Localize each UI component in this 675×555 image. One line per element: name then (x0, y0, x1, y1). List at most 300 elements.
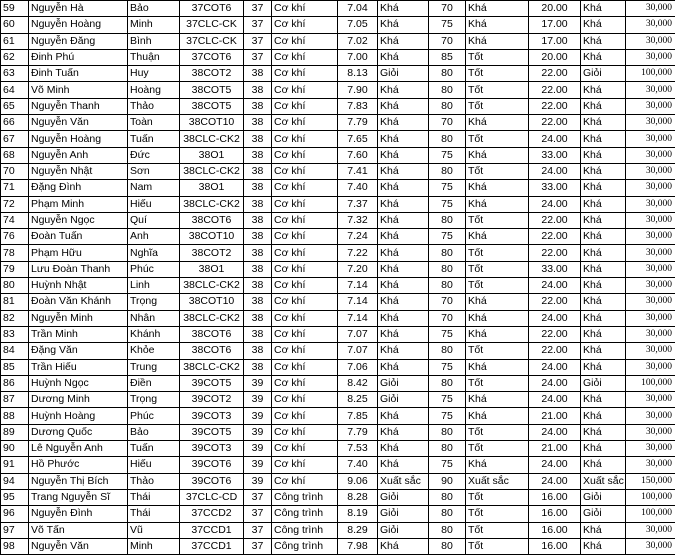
amount-cell: 30,000 (626, 17, 675, 33)
cohort-cell: 37 (244, 17, 272, 33)
faculty-cell: Cơ khí (272, 196, 338, 212)
credits-cell: 22.00 (529, 82, 581, 98)
credits-cell: 24.00 (529, 310, 581, 326)
academic-rank-cell: Khá (378, 82, 429, 98)
conduct-rank-cell: Tốt (466, 278, 529, 294)
gpa-cell: 7.60 (338, 147, 378, 163)
conduct-score-cell: 75 (429, 180, 466, 196)
surname-cell: Nguyễn Văn (29, 115, 128, 131)
class-cell: 37CCD1 (180, 522, 244, 538)
faculty-cell: Cơ khí (272, 82, 338, 98)
faculty-cell: Cơ khí (272, 326, 338, 342)
cohort-cell: 38 (244, 196, 272, 212)
table-row (1, 66, 675, 82)
row-number: 61 (1, 33, 29, 49)
gpa-cell: 7.83 (338, 98, 378, 114)
credits-cell: 24.00 (529, 163, 581, 179)
given-name-cell: Phúc (128, 408, 180, 424)
row-number: 87 (1, 392, 29, 408)
cohort-cell: 38 (244, 229, 272, 245)
surname-cell: Dương Quốc (29, 424, 128, 440)
gpa-cell: 7.02 (338, 33, 378, 49)
surname-cell: Võ Tấn (29, 522, 128, 538)
conduct-score-cell: 75 (429, 392, 466, 408)
conduct-rank-cell: Khá (466, 294, 529, 310)
academic-rank-cell: Khá (378, 1, 429, 17)
conduct-rank-cell: Khá (466, 115, 529, 131)
conduct-score-cell: 80 (429, 278, 466, 294)
given-name-cell: Quí (128, 212, 180, 228)
credits-cell: 33.00 (529, 147, 581, 163)
overall-rank-cell: Khá (581, 261, 626, 277)
conduct-score-cell: 80 (429, 375, 466, 391)
row-number: 90 (1, 441, 29, 457)
conduct-score-cell: 85 (429, 49, 466, 65)
row-number: 63 (1, 66, 29, 82)
academic-rank-cell: Khá (378, 310, 429, 326)
credits-cell: 21.00 (529, 441, 581, 457)
faculty-cell: Cơ khí (272, 180, 338, 196)
conduct-score-cell: 80 (429, 538, 466, 554)
amount-cell: 30,000 (626, 115, 675, 131)
amount-cell: 30,000 (626, 392, 675, 408)
surname-cell: Huỳnh Hoàng (29, 408, 128, 424)
academic-rank-cell: Khá (378, 326, 429, 342)
conduct-rank-cell: Khá (466, 326, 529, 342)
class-cell: 38COT2 (180, 66, 244, 82)
surname-cell: Trang Nguyễn Sĩ (29, 489, 128, 505)
surname-cell: Huỳnh Nhật (29, 278, 128, 294)
amount-cell: 30,000 (626, 131, 675, 147)
cohort-cell: 38 (244, 326, 272, 342)
gpa-cell: 7.20 (338, 261, 378, 277)
given-name-cell: Đức (128, 147, 180, 163)
conduct-score-cell: 80 (429, 66, 466, 82)
surname-cell: Đoàn Tuấn (29, 229, 128, 245)
gpa-cell: 7.85 (338, 408, 378, 424)
overall-rank-cell: Khá (581, 441, 626, 457)
row-number: 72 (1, 196, 29, 212)
given-name-cell: Nhân (128, 310, 180, 326)
gpa-cell: 7.41 (338, 163, 378, 179)
academic-rank-cell: Khá (378, 229, 429, 245)
credits-cell: 22.00 (529, 98, 581, 114)
gpa-cell: 7.40 (338, 457, 378, 473)
faculty-cell: Cơ khí (272, 115, 338, 131)
overall-rank-cell: Giỏi (581, 66, 626, 82)
given-name-cell: Bảo (128, 1, 180, 17)
given-name-cell: Anh (128, 229, 180, 245)
surname-cell: Dương Minh (29, 392, 128, 408)
table-row (1, 49, 675, 65)
conduct-rank-cell: Khá (466, 196, 529, 212)
cohort-cell: 38 (244, 261, 272, 277)
conduct-rank-cell: Khá (466, 180, 529, 196)
surname-cell: Trần Minh (29, 326, 128, 342)
cohort-cell: 38 (244, 131, 272, 147)
credits-cell: 17.00 (529, 17, 581, 33)
given-name-cell: Thái (128, 506, 180, 522)
credits-cell: 22.00 (529, 294, 581, 310)
overall-rank-cell: Khá (581, 49, 626, 65)
given-name-cell: Thảo (128, 98, 180, 114)
row-number: 94 (1, 473, 29, 489)
faculty-cell: Cơ khí (272, 441, 338, 457)
gpa-cell: 7.06 (338, 359, 378, 375)
given-name-cell: Minh (128, 538, 180, 554)
conduct-score-cell: 80 (429, 98, 466, 114)
class-cell: 39COT6 (180, 457, 244, 473)
gpa-cell: 7.90 (338, 82, 378, 98)
credits-cell: 24.00 (529, 392, 581, 408)
amount-cell: 30,000 (626, 538, 675, 554)
conduct-rank-cell: Khá (466, 359, 529, 375)
academic-rank-cell: Khá (378, 17, 429, 33)
table-row (1, 196, 675, 212)
gpa-cell: 8.25 (338, 392, 378, 408)
class-cell: 38O1 (180, 261, 244, 277)
cohort-cell: 39 (244, 408, 272, 424)
given-name-cell: Hoàng (128, 82, 180, 98)
conduct-score-cell: 80 (429, 522, 466, 538)
faculty-cell: Cơ khí (272, 66, 338, 82)
given-name-cell: Nghĩa (128, 245, 180, 261)
overall-rank-cell: Khá (581, 538, 626, 554)
given-name-cell: Vũ (128, 522, 180, 538)
class-cell: 37CCD2 (180, 506, 244, 522)
table-row (1, 392, 675, 408)
amount-cell: 30,000 (626, 163, 675, 179)
given-name-cell: Khỏe (128, 343, 180, 359)
class-cell: 38COT10 (180, 294, 244, 310)
cohort-cell: 37 (244, 522, 272, 538)
surname-cell: Nguyễn Thị Bích (29, 473, 128, 489)
surname-cell: Nguyễn Anh (29, 147, 128, 163)
row-number: 96 (1, 506, 29, 522)
given-name-cell: Trọng (128, 392, 180, 408)
faculty-cell: Cơ khí (272, 98, 338, 114)
amount-cell: 30,000 (626, 441, 675, 457)
amount-cell: 30,000 (626, 98, 675, 114)
gpa-cell: 9.06 (338, 473, 378, 489)
overall-rank-cell: Khá (581, 245, 626, 261)
class-cell: 38CLC-CK2 (180, 278, 244, 294)
row-number: 91 (1, 457, 29, 473)
overall-rank-cell: Khá (581, 147, 626, 163)
class-cell: 38CLC-CK2 (180, 310, 244, 326)
faculty-cell: Cơ khí (272, 131, 338, 147)
table-row (1, 163, 675, 179)
academic-rank-cell: Giỏi (378, 506, 429, 522)
class-cell: 37COT6 (180, 1, 244, 17)
conduct-score-cell: 75 (429, 457, 466, 473)
row-number: 74 (1, 212, 29, 228)
academic-rank-cell: Giỏi (378, 66, 429, 82)
gpa-cell: 7.22 (338, 245, 378, 261)
amount-cell: 30,000 (626, 245, 675, 261)
credits-cell: 16.00 (529, 506, 581, 522)
conduct-score-cell: 70 (429, 1, 466, 17)
conduct-rank-cell: Khá (466, 457, 529, 473)
row-number: 66 (1, 115, 29, 131)
overall-rank-cell: Khá (581, 212, 626, 228)
table-body (1, 1, 675, 555)
conduct-score-cell: 80 (429, 212, 466, 228)
overall-rank-cell: Khá (581, 408, 626, 424)
table-row (1, 294, 675, 310)
overall-rank-cell: Khá (581, 115, 626, 131)
surname-cell: Đinh Phú (29, 49, 128, 65)
gpa-cell: 8.28 (338, 489, 378, 505)
class-cell: 38COT6 (180, 343, 244, 359)
credits-cell: 22.00 (529, 245, 581, 261)
faculty-cell: Cơ khí (272, 49, 338, 65)
surname-cell: Đinh Tuấn (29, 66, 128, 82)
conduct-score-cell: 75 (429, 408, 466, 424)
credits-cell: 22.00 (529, 115, 581, 131)
class-cell: 38COT5 (180, 98, 244, 114)
conduct-rank-cell: Tốt (466, 522, 529, 538)
academic-rank-cell: Khá (378, 408, 429, 424)
row-number: 67 (1, 131, 29, 147)
table-row (1, 17, 675, 33)
given-name-cell: Linh (128, 278, 180, 294)
overall-rank-cell: Khá (581, 98, 626, 114)
given-name-cell: Hiếu (128, 196, 180, 212)
amount-cell: 30,000 (626, 49, 675, 65)
row-number: 80 (1, 278, 29, 294)
table-row (1, 506, 675, 522)
class-cell: 38COT2 (180, 245, 244, 261)
overall-rank-cell: Khá (581, 229, 626, 245)
surname-cell: Võ Minh (29, 82, 128, 98)
class-cell: 39COT3 (180, 408, 244, 424)
row-number: 70 (1, 163, 29, 179)
overall-rank-cell: Khá (581, 131, 626, 147)
conduct-score-cell: 70 (429, 115, 466, 131)
gpa-cell: 7.53 (338, 441, 378, 457)
credits-cell: 24.00 (529, 196, 581, 212)
gpa-cell: 7.65 (338, 131, 378, 147)
row-number: 59 (1, 1, 29, 17)
row-number: 78 (1, 245, 29, 261)
overall-rank-cell: Giỏi (581, 506, 626, 522)
gpa-cell: 8.29 (338, 522, 378, 538)
overall-rank-cell: Khá (581, 522, 626, 538)
given-name-cell: Sơn (128, 163, 180, 179)
cohort-cell: 38 (244, 115, 272, 131)
academic-rank-cell: Khá (378, 147, 429, 163)
row-number: 88 (1, 408, 29, 424)
cohort-cell: 39 (244, 473, 272, 489)
conduct-rank-cell: Tốt (466, 49, 529, 65)
cohort-cell: 38 (244, 294, 272, 310)
class-cell: 37CLC-CK (180, 17, 244, 33)
cohort-cell: 38 (244, 163, 272, 179)
amount-cell: 30,000 (626, 359, 675, 375)
surname-cell: Phạm Hữu (29, 245, 128, 261)
academic-rank-cell: Khá (378, 98, 429, 114)
academic-rank-cell: Khá (378, 359, 429, 375)
table-row (1, 457, 675, 473)
gpa-cell: 8.19 (338, 506, 378, 522)
amount-cell: 30,000 (626, 294, 675, 310)
academic-rank-cell: Khá (378, 441, 429, 457)
conduct-score-cell: 80 (429, 82, 466, 98)
conduct-rank-cell: Khá (466, 17, 529, 33)
given-name-cell: Tuấn (128, 441, 180, 457)
cohort-cell: 39 (244, 392, 272, 408)
faculty-cell: Cơ khí (272, 408, 338, 424)
credits-cell: 21.00 (529, 408, 581, 424)
surname-cell: Nguyễn Ngọc (29, 212, 128, 228)
class-cell: 39COT2 (180, 392, 244, 408)
table-row (1, 1, 675, 17)
conduct-rank-cell: Khá (466, 33, 529, 49)
table-row (1, 424, 675, 440)
faculty-cell: Cơ khí (272, 473, 338, 489)
row-number: 95 (1, 489, 29, 505)
academic-rank-cell: Khá (378, 294, 429, 310)
class-cell: 37COT6 (180, 49, 244, 65)
surname-cell: Đoàn Văn Khánh (29, 294, 128, 310)
credits-cell: 22.00 (529, 326, 581, 342)
class-cell: 38COT5 (180, 82, 244, 98)
faculty-cell: Cơ khí (272, 212, 338, 228)
academic-rank-cell: Khá (378, 163, 429, 179)
faculty-cell: Cơ khí (272, 375, 338, 391)
credits-cell: 24.00 (529, 131, 581, 147)
cohort-cell: 38 (244, 212, 272, 228)
faculty-cell: Cơ khí (272, 17, 338, 33)
class-cell: 38CLC-CK2 (180, 131, 244, 147)
conduct-score-cell: 75 (429, 17, 466, 33)
academic-rank-cell: Khá (378, 212, 429, 228)
given-name-cell: Minh (128, 17, 180, 33)
gpa-cell: 7.07 (338, 343, 378, 359)
row-number: 83 (1, 326, 29, 342)
amount-cell: 30,000 (626, 180, 675, 196)
class-cell: 37CLC-CK (180, 33, 244, 49)
faculty-cell: Cơ khí (272, 392, 338, 408)
surname-cell: Trần Hiếu (29, 359, 128, 375)
table-row (1, 33, 675, 49)
credits-cell: 24.00 (529, 457, 581, 473)
amount-cell: 30,000 (626, 457, 675, 473)
conduct-rank-cell: Tốt (466, 489, 529, 505)
surname-cell: Nguyễn Nhật (29, 163, 128, 179)
amount-cell: 30,000 (626, 424, 675, 440)
faculty-cell: Cơ khí (272, 424, 338, 440)
conduct-score-cell: 80 (429, 441, 466, 457)
faculty-cell: Cơ khí (272, 163, 338, 179)
credits-cell: 20.00 (529, 1, 581, 17)
faculty-cell: Cơ khí (272, 245, 338, 261)
class-cell: 38CLC-CK2 (180, 359, 244, 375)
academic-rank-cell: Giỏi (378, 522, 429, 538)
gpa-cell: 7.07 (338, 326, 378, 342)
cohort-cell: 38 (244, 359, 272, 375)
conduct-rank-cell: Tốt (466, 441, 529, 457)
surname-cell: Nguyễn Minh (29, 310, 128, 326)
table-row (1, 147, 675, 163)
cohort-cell: 38 (244, 82, 272, 98)
overall-rank-cell: Giỏi (581, 489, 626, 505)
conduct-rank-cell: Tốt (466, 82, 529, 98)
table-row (1, 538, 675, 554)
cohort-cell: 38 (244, 147, 272, 163)
overall-rank-cell: Khá (581, 457, 626, 473)
overall-rank-cell: Khá (581, 196, 626, 212)
table-row (1, 343, 675, 359)
gpa-cell: 7.37 (338, 196, 378, 212)
gpa-cell: 7.14 (338, 310, 378, 326)
overall-rank-cell: Khá (581, 310, 626, 326)
academic-rank-cell: Khá (378, 131, 429, 147)
conduct-score-cell: 75 (429, 359, 466, 375)
academic-rank-cell: Khá (378, 343, 429, 359)
conduct-score-cell: 80 (429, 489, 466, 505)
row-number: 98 (1, 538, 29, 554)
overall-rank-cell: Khá (581, 326, 626, 342)
faculty-cell: Cơ khí (272, 310, 338, 326)
gpa-cell: 7.05 (338, 17, 378, 33)
overall-rank-cell: Khá (581, 17, 626, 33)
credits-cell: 24.00 (529, 473, 581, 489)
gpa-cell: 7.79 (338, 424, 378, 440)
surname-cell: Nguyễn Đăng (29, 33, 128, 49)
given-name-cell: Nam (128, 180, 180, 196)
conduct-rank-cell: Khá (466, 1, 529, 17)
class-cell: 38CLC-CK2 (180, 163, 244, 179)
credits-cell: 16.00 (529, 489, 581, 505)
amount-cell: 30,000 (626, 33, 675, 49)
faculty-cell: Cơ khí (272, 359, 338, 375)
table-row (1, 212, 675, 228)
overall-rank-cell: Xuất sắc (581, 473, 626, 489)
credits-cell: 22.00 (529, 343, 581, 359)
conduct-rank-cell: Xuất sắc (466, 473, 529, 489)
faculty-cell: Công trình (272, 489, 338, 505)
row-number: 64 (1, 82, 29, 98)
table-row (1, 82, 675, 98)
overall-rank-cell: Khá (581, 359, 626, 375)
gpa-cell: 7.40 (338, 180, 378, 196)
table-row (1, 310, 675, 326)
surname-cell: Huỳnh Ngọc (29, 375, 128, 391)
row-number: 71 (1, 180, 29, 196)
given-name-cell: Bảo (128, 424, 180, 440)
table-row (1, 245, 675, 261)
cohort-cell: 38 (244, 310, 272, 326)
amount-cell: 30,000 (626, 196, 675, 212)
surname-cell: Lê Nguyễn Anh (29, 441, 128, 457)
surname-cell: Nguyễn Hoàng (29, 131, 128, 147)
given-name-cell: Thuận (128, 49, 180, 65)
faculty-cell: Cơ khí (272, 1, 338, 17)
conduct-score-cell: 80 (429, 424, 466, 440)
faculty-cell: Công trình (272, 538, 338, 554)
academic-rank-cell: Khá (378, 278, 429, 294)
table-row (1, 229, 675, 245)
table-row (1, 131, 675, 147)
conduct-rank-cell: Tốt (466, 98, 529, 114)
faculty-cell: Cơ khí (272, 294, 338, 310)
gpa-cell: 8.42 (338, 375, 378, 391)
given-name-cell: Trọng (128, 294, 180, 310)
surname-cell: Nguyễn Thanh (29, 98, 128, 114)
given-name-cell: Tuấn (128, 131, 180, 147)
